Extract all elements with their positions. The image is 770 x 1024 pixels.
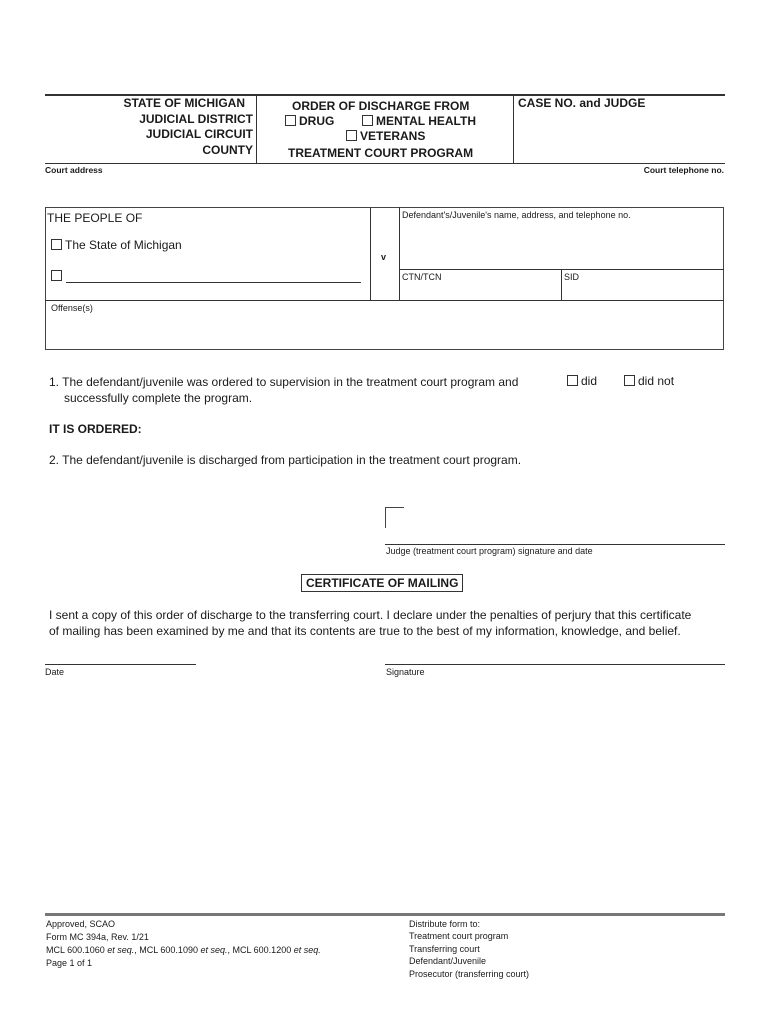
it-is-ordered: IT IS ORDERED: xyxy=(49,422,142,436)
other-checkbox[interactable] xyxy=(51,270,62,281)
did-not-label: did not xyxy=(638,374,675,388)
did-label: did xyxy=(581,374,598,388)
state-label: The State of Michigan xyxy=(65,238,182,252)
court-circuit: JUDICIAL CIRCUIT xyxy=(145,127,253,141)
distribution-item: Transferring court xyxy=(409,943,480,954)
court-telephone-label: Court telephone no. xyxy=(643,165,724,175)
page-number: Page 1 of 1 xyxy=(46,958,93,968)
item1-continuation: successfully complete the program. xyxy=(64,391,253,405)
judge-signature-line[interactable] xyxy=(385,544,725,545)
court-state: STATE OF MICHIGAN xyxy=(123,96,245,110)
sid-divider xyxy=(561,269,562,300)
did-not-checkbox[interactable] xyxy=(624,375,635,386)
mental-health-label: MENTAL HEALTH xyxy=(376,114,476,128)
mcl-citations: MCL 600.1060 et seq., MCL 600.1090 et seq., MCL 600.1200 et seq. xyxy=(46,945,321,955)
item2-text: 2. The defendant/juvenile is discharged from participation in the treatment court program. xyxy=(49,453,522,467)
item1-text: 1. The defendant/juvenile was ordered to supervision in the treatment court program and xyxy=(49,375,519,389)
state-checkbox[interactable] xyxy=(51,239,62,250)
header-bottom-rule xyxy=(45,163,725,164)
drug-checkbox[interactable] xyxy=(285,115,296,126)
drug-label: DRUG xyxy=(299,114,335,128)
mental-health-option[interactable] xyxy=(362,114,476,128)
defendant-box-left xyxy=(399,207,400,300)
form-title-line3: TREATMENT COURT PROGRAM xyxy=(288,146,474,160)
case-no-label: CASE NO. and JUDGE xyxy=(518,96,646,110)
other-option[interactable] xyxy=(51,269,65,283)
did-option[interactable] xyxy=(567,374,597,388)
defendant-label: Defendant's/Juvenile's name, address, and telephone no. xyxy=(402,210,631,220)
people-of-label: THE PEOPLE OF xyxy=(47,211,143,225)
versus-label: v xyxy=(381,252,387,262)
distribution-title: Distribute form to: xyxy=(409,919,481,929)
veterans-checkbox[interactable] xyxy=(346,130,357,141)
ctn-label: CTN/TCN xyxy=(402,272,442,282)
footer-rule xyxy=(45,913,725,916)
form-title: ORDER OF DISCHARGE FROM xyxy=(292,99,470,113)
other-entry-line[interactable] xyxy=(66,282,361,283)
distribution-item: Defendant/Juvenile xyxy=(409,956,487,967)
form-number: Form MC 394a, Rev. 1/21 xyxy=(46,932,149,942)
veterans-option[interactable] xyxy=(346,129,425,143)
mental-health-checkbox[interactable] xyxy=(362,115,373,126)
drug-option[interactable] xyxy=(285,114,334,128)
date-label: Date xyxy=(45,667,65,677)
court-county: COUNTY xyxy=(202,142,253,157)
header-divider-1 xyxy=(256,94,257,163)
approved-text: Approved, SCAO xyxy=(46,919,116,929)
state-option[interactable] xyxy=(51,238,182,252)
court-address-label: Court address xyxy=(45,165,103,175)
distribution-list xyxy=(409,918,529,980)
date-line[interactable] xyxy=(45,664,196,665)
certificate-line2: of mailing has been examined by me and that its contents are true to the best of my information, knowledge, and belief. xyxy=(49,624,681,638)
parties-box xyxy=(45,207,724,350)
offense-label: Offense(s) xyxy=(51,303,93,313)
court-district: JUDICIAL DISTRICT xyxy=(139,111,253,126)
did-checkbox[interactable] xyxy=(567,375,578,386)
signature-line[interactable] xyxy=(385,664,725,665)
distribution-item: Treatment court program xyxy=(409,931,509,942)
signature-label: Signature xyxy=(386,667,425,677)
did-not-option[interactable] xyxy=(624,374,674,388)
judge-signature-label: Judge (treatment court program) signature and date xyxy=(386,546,593,556)
offense-top-rule xyxy=(45,300,724,301)
distribution-item: Prosecutor (transferring court) xyxy=(409,968,530,979)
people-box-right xyxy=(370,207,371,300)
certificate-title: CERTIFICATE OF MAILING xyxy=(301,574,463,592)
court-name-block xyxy=(60,96,253,158)
veterans-label: VETERANS xyxy=(360,129,426,143)
signature-corner-mark xyxy=(385,507,404,528)
certificate-line1: I sent a copy of this order of discharge to the transferring court. I declare under the penalties of perjury that this certificate xyxy=(49,608,692,622)
sid-label: SID xyxy=(564,272,580,282)
footer-left xyxy=(46,918,321,970)
header-divider-2 xyxy=(513,94,514,163)
